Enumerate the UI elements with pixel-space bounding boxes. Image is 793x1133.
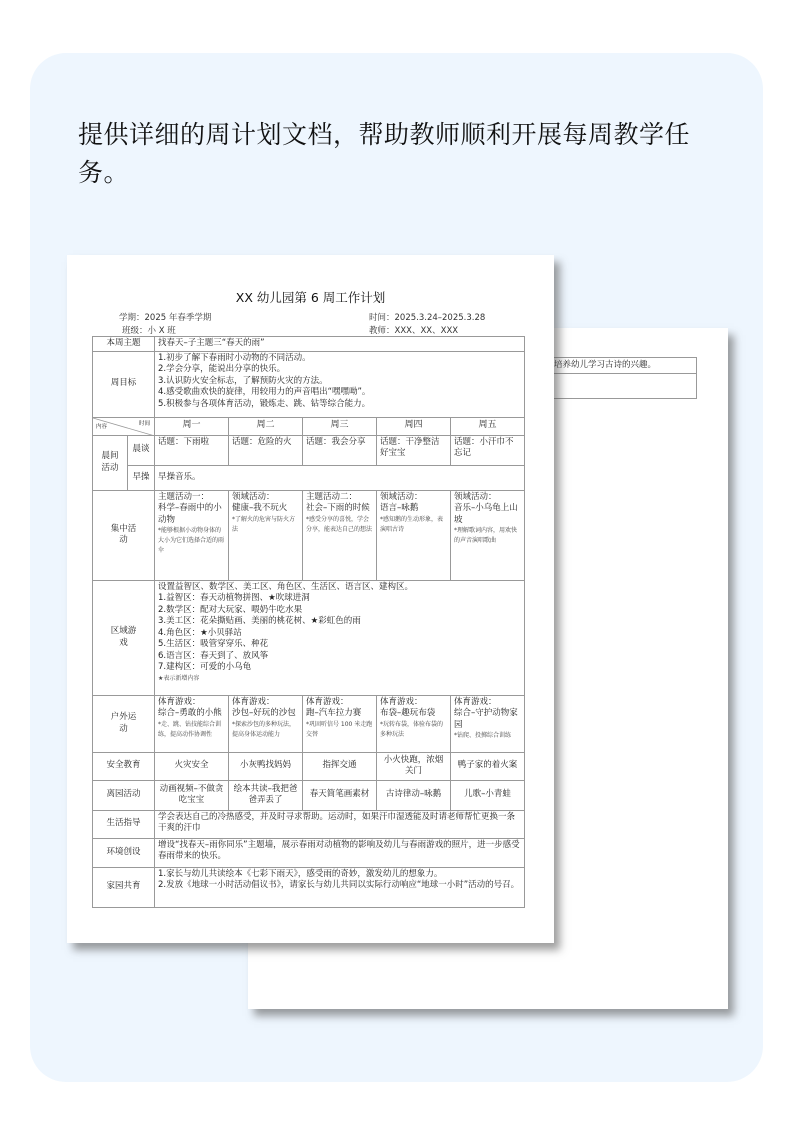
goal-item: 4.感受歌曲欢快的旋律，用较用力的声音唱出“嘿嘿呦”。 — [158, 387, 371, 397]
area-label: 区域游戏 — [93, 580, 155, 695]
area-line: 2.数学区：配对大玩家、喂奶牛吃水果 — [158, 604, 303, 615]
activity-note: *了解火的危害与防火方法 — [232, 515, 296, 533]
day-header: 周五 — [451, 417, 525, 435]
life-label: 生活指导 — [93, 810, 155, 838]
teachers: 教师：XXX、XX、XXX — [369, 326, 459, 336]
activity-title: 音乐–小乌龟上山坡 — [454, 503, 518, 525]
activity-type: 领域活动： — [380, 491, 423, 502]
goal-item: 3.认识防火安全标志，了解预防火灾的方法。 — [158, 375, 328, 386]
activity-title: 跑–汽车拉力赛 — [306, 708, 362, 718]
leaving-cell: 儿歌–小青蛙 — [451, 780, 525, 810]
focus-cell — [155, 490, 229, 580]
header-time: 时间 — [139, 420, 151, 427]
activity-note: *感受分享的喜悦，学会分享，能表达自己的想法 — [306, 515, 373, 533]
area-line: 4.角色区：★小贝驿站 — [158, 627, 242, 638]
diagonal-header-cell — [93, 417, 155, 435]
leaving-cell: 古诗律动–咏鹅 — [377, 780, 451, 810]
focus-label: 集中活动 — [93, 490, 155, 580]
activity-title: 语言–咏鹅 — [380, 503, 419, 513]
activity-type: 体育游戏： — [380, 696, 423, 707]
activity-type: 主题活动二： — [306, 491, 358, 502]
outdoor-cell — [377, 695, 451, 752]
safety-cell: 火灾安全 — [155, 752, 229, 780]
leaving-cell: 春天简笔画素材 — [303, 780, 377, 810]
outdoor-cell — [451, 695, 525, 752]
activity-title: 综合–勇敢的小熊 — [158, 708, 222, 718]
leaving-label: 离园活动 — [93, 780, 155, 810]
goal-item: 5.积极参与各项体育活动，锻炼走、跳、钻等综合能力。 — [158, 398, 371, 409]
theme-label: 本周主题 — [93, 337, 155, 352]
activity-type: 主题活动一： — [158, 491, 210, 502]
life-value: 学会表达自己的冷热感受，并及时寻求帮助。运动时，如果汗巾湿透能及时请老师帮忙更换一条干爽的汗巾 — [155, 810, 525, 838]
class-name: 班级：小 X 班 — [122, 326, 176, 336]
area-line: 6.语言区：春天到了、放风筝 — [158, 650, 269, 661]
morning-talk-cell: 话题：危险的火 — [229, 435, 303, 465]
focus-cell — [377, 490, 451, 580]
goals-list — [155, 351, 525, 417]
home-item: 2.发放《地球一小时活动倡议书》，请家长与幼儿共同以实际行动响应“地球一小时”活动的号召。 — [158, 880, 520, 890]
area-line: 7.建构区：可爱的小乌龟 — [158, 662, 252, 672]
home-item: 1.家长与幼儿共读绘本《七彩下雨天》，感受雨的奇妙，激发幼儿的想象力。 — [158, 868, 443, 879]
activity-note: *走、跳、钻技能综合训练，提高动作协调性 — [158, 720, 222, 738]
day-header: 周一 — [155, 417, 229, 435]
area-cell — [155, 580, 525, 695]
outdoor-cell — [155, 695, 229, 752]
activity-note: *能够根据小动物身体的大小为它们选择合适的雨伞 — [158, 527, 225, 554]
env-label: 环境创设 — [93, 838, 155, 867]
date-range: 时间：2025.3.24–2025.3.28 — [369, 313, 486, 323]
morning-talk-cell: 话题：小汗巾不忘记 — [451, 435, 525, 465]
document-title: XX 幼儿园第 6 周工作计划 — [235, 290, 386, 305]
morning-exercise-value: 早操音乐。 — [155, 465, 525, 490]
activity-title: 科学–春雨中的小动物 — [158, 503, 222, 525]
day-header: 周四 — [377, 417, 451, 435]
outdoor-cell — [303, 695, 377, 752]
front-document-page — [67, 255, 554, 943]
day-header: 周三 — [303, 417, 377, 435]
back-table-text: 培养幼儿学习古诗的兴趣。 — [248, 358, 696, 374]
focus-cell — [229, 490, 303, 580]
morning-label: 晨间活动 — [93, 435, 128, 490]
header-content: 内容 — [96, 424, 108, 430]
activity-type: 体育游戏： — [158, 696, 201, 707]
activity-note: *理解歌词内容，用欢快的声音演唱歌曲 — [454, 527, 518, 544]
activity-title: 沙包–好玩的沙包 — [232, 708, 296, 718]
area-line: 1.益智区：春天动植物拼图、★吹球进洞 — [158, 593, 310, 603]
safety-label: 安全教育 — [93, 752, 155, 780]
goal-item: 2.学会分享，能说出分享的快乐。 — [158, 364, 286, 374]
semester: 学期：2025 年春季学期 — [119, 313, 212, 323]
safety-cell: 鸭子家的着火案 — [451, 752, 525, 780]
morning-talk-cell: 话题：我会分享 — [303, 435, 377, 465]
outdoor-cell — [229, 695, 303, 752]
env-value: 增设“找春天–雨你同乐”主题墙，展示春雨对动植物的影响及幼儿与春雨游戏的照片，进一步感受春雨带来的快乐。 — [155, 838, 525, 867]
leaving-cell: 动画视频–不做贪吃宝宝 — [155, 780, 229, 810]
safety-cell: 小灰鸭找妈妈 — [229, 752, 303, 780]
activity-note: *巩固听信号 100 米走跑交替 — [306, 720, 373, 738]
activity-title: 布袋–趣玩布袋 — [380, 708, 436, 718]
morning-talk-label: 晨谈 — [128, 435, 155, 465]
morning-exercise-label: 早操 — [128, 465, 155, 490]
outdoor-label: 户外运动 — [93, 695, 155, 752]
activity-type: 领域活动： — [232, 491, 275, 502]
activity-note: *玩转布袋，体验布袋的多种玩法 — [380, 720, 444, 738]
area-line: 3.美工区：花朵撕贴画、美丽的桃花树、★彩虹色的雨 — [158, 616, 361, 626]
activity-title: 社会–下雨的时候 — [306, 503, 370, 513]
safety-cell: 指挥交通 — [303, 752, 377, 780]
home-cell — [155, 867, 525, 907]
activity-note: *探索沙包的多种玩法，提高身体运动能力 — [232, 720, 296, 738]
area-line: 设置益智区、数学区、美工区、角色区、生活区、语言区、建构区。 — [158, 581, 414, 592]
activity-type: 体育游戏： — [306, 696, 349, 707]
activity-title: 健康–我不玩火 — [232, 503, 288, 513]
activity-title: 综合–守护动物家园 — [454, 708, 518, 730]
area-note: ★表示新增内容 — [158, 674, 200, 682]
area-line: 5.生活区：吸管穿穿乐、种花 — [158, 639, 269, 649]
goal-item: 1.初步了解下春雨时小动物的不同活动。 — [158, 352, 311, 363]
day-header: 周二 — [229, 417, 303, 435]
morning-talk-cell: 话题：干净整洁好宝宝 — [377, 435, 451, 465]
activity-type: 体育游戏： — [454, 696, 497, 707]
weekly-plan-table — [92, 336, 525, 908]
home-label: 家园共育 — [93, 867, 155, 907]
activity-type: 体育游戏： — [232, 696, 275, 707]
activity-note: *感知鹅的生动形象，表演唱古诗 — [380, 515, 444, 533]
activity-note: *钻爬、投掷综合训练 — [454, 732, 512, 739]
activity-type: 领域活动： — [454, 491, 497, 502]
safety-cell: 小火快跑，浓烟关门 — [377, 752, 451, 780]
theme-value: 找春天–子主题三“春天的雨” — [155, 337, 525, 352]
morning-talk-cell: 话题：下雨啦 — [155, 435, 229, 465]
focus-cell — [303, 490, 377, 580]
goals-label: 周目标 — [93, 351, 155, 417]
leaving-cell: 绘本共读–我把爸爸弄丢了 — [229, 780, 303, 810]
focus-cell — [451, 490, 525, 580]
headline: 提供详细的周计划文档，帮助教师顺利开展每周教学任务。 — [78, 120, 691, 187]
